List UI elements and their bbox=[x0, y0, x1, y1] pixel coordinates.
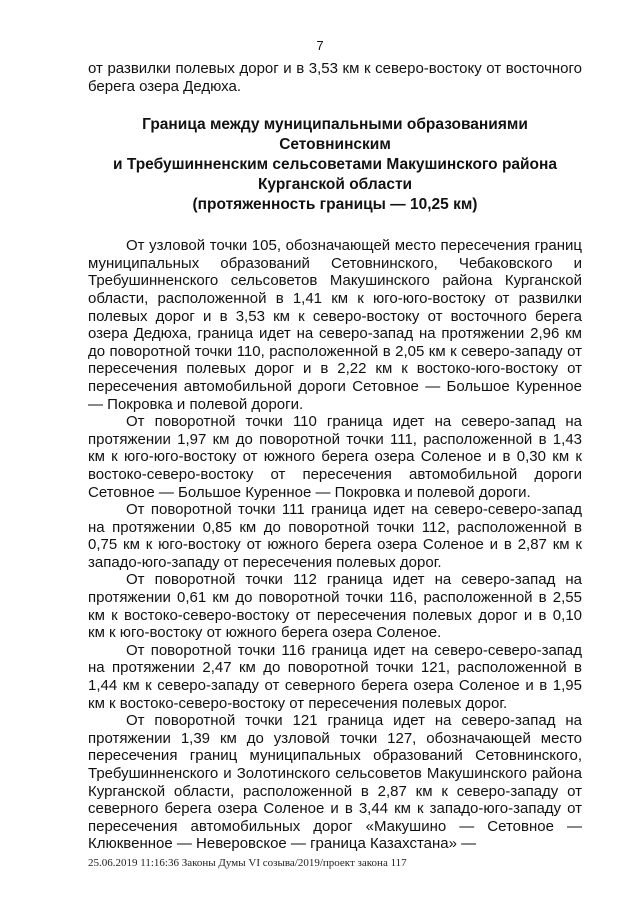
heading-line-2: и Требушинненским сельсоветами Макушинского района bbox=[112, 156, 558, 174]
heading-line-3: Курганской области bbox=[257, 176, 413, 194]
document-body bbox=[88, 60, 582, 853]
section-heading bbox=[88, 115, 582, 215]
paragraph-4: От поворотной точки 112 граница идет на северо-запад на протяжении 0,61 км до поворотной точки 116, расположенной в 2,55 км к востоко-северо-востоку от пересечения полевых дорог и в 0,10 км к юго-востоку от южного берега озера Соленое. bbox=[88, 571, 582, 642]
paragraph-3: От поворотной точки 111 граница идет на северо-северо-запад на протяжении 0,85 км до поворотной точки 112, расположенной в 0,75 км к юго-востоку от южного берега озера Соленое и в 2,87 км к западо-юго-западу от пересечения полевых дорог. bbox=[88, 501, 582, 571]
paragraph-6: От поворотной точки 121 граница идет на северо-запад на протяжении 1,39 км до узловой точки 127, обозначающей место пересечения границ муниципальных образований Сетовнинского, Требушинненского и Золотинского сельсоветов Макушинского района Курганской области, расположенной в 2,87 км к северо-западу от северного берега озера Соленое и в 3,44 км к западо-юго-западу от пересечения автомобильных дорог «Макушино — Сетовное — Клюквенное — Неверовское — граница Казахстана» — bbox=[88, 712, 582, 853]
heading-line-1: Граница между муниципальными образованиями Сетовнинским bbox=[142, 116, 528, 154]
lead-paragraph: от развилки полевых дорог и в 3,53 км к северо-востоку от восточного берега озера Дедюха. bbox=[88, 60, 582, 95]
paragraph-5: От поворотной точки 116 граница идет на северо-северо-запад на протяжении 2,47 км до поворотной точки 121, расположенной в 1,44 км к северо-западу от северного берега озера Соленое и в 1,95 км к востоко-северо-востоку от пересечения полевых дорог. bbox=[88, 641, 582, 712]
paragraph-2: От поворотной точки 110 граница идет на северо-запад на протяжении 1,97 км до поворотной точки 111, расположенной в 1,43 км к юго-юго-востоку от южного берега озера Соленое и в 0,30 км к востоко-северо-востоку от пересечения автомобильной дороги Сетовное — Большое Куренное — Покровка и полевой дороги. bbox=[88, 413, 582, 501]
document-footer: 25.06.2019 11:16:36 Законы Думы VI созыва/2019/проект закона 117 bbox=[88, 857, 407, 869]
page-number: 7 bbox=[316, 38, 324, 53]
heading-line-4: (протяженность границы — 10,25 км) bbox=[192, 196, 478, 214]
paragraph-1: От узловой точки 105, обозначающей место пересечения границ муниципальных образований Сетовнинского, Чебаковского и Требушинненского сельсоветов Макушинского района Курганской области, расположенной в 1,41 км к юго-юго-востоку от развилки полевых дорог и в 3,53 км к северо-востоку от восточного берега озера Дедюха, граница идет на северо-запад на протяжении 2,96 км до поворотной точки 110, расположенной в 2,05 км к северо-западу от пересечения полевых дорог и в 2,22 км к востоко-юго-востоку от пересечения автомобильной дороги Сетовное — Большое Куренное — Покровка и полевой дороги. bbox=[88, 237, 582, 413]
